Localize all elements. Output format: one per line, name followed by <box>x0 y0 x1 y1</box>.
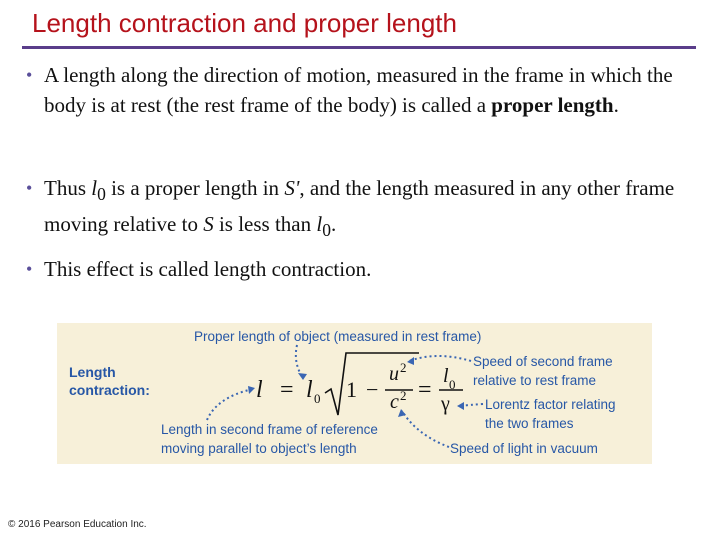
eq-u-exponent: 2 <box>400 360 407 375</box>
annotation-lorentz-line1: Lorentz factor relating <box>485 397 616 412</box>
figure-label-line1: Length <box>69 364 116 380</box>
var-s-prime: S' <box>284 176 300 200</box>
sub-zero: 0 <box>322 220 331 241</box>
arrowhead-length <box>248 386 255 394</box>
bullet-text: A length along the direction of motion, measured in the frame in which the body is at rest (the rest frame of the body) is called a <box>44 63 673 117</box>
eq-l0-numerator: l <box>443 365 449 387</box>
arrow-proper-length <box>296 345 303 378</box>
arrowhead-proper <box>298 373 307 380</box>
sub-zero: 0 <box>97 184 106 205</box>
sqrt-sign <box>325 353 419 415</box>
var-s: S <box>203 212 214 237</box>
eq-c-exponent: 2 <box>400 388 407 403</box>
figure-label-line2: contraction: <box>69 382 150 398</box>
eq-one: 1 <box>346 377 357 402</box>
eq-u: u <box>389 363 399 385</box>
annotation-proper-length: Proper length of object (measured in rest frame) <box>194 329 482 344</box>
bullet-text: Thus <box>44 176 92 200</box>
slide-title: Length contraction and proper length <box>32 8 457 38</box>
bold-term: proper length <box>491 93 614 117</box>
bullet-effect <box>26 254 691 284</box>
copyright-notice: © 2016 Pearson Education Inc. <box>8 519 147 530</box>
bullet-text: is less than <box>213 212 317 237</box>
eq-minus: − <box>366 377 379 402</box>
eq-l0-subscript: 0 <box>314 391 321 406</box>
arrowhead-light <box>398 409 406 417</box>
var-l: l <box>316 212 323 237</box>
annotation-length-line1: Length in second frame of reference <box>161 422 378 437</box>
bullet-dot: • <box>26 259 33 279</box>
bullet-thus <box>26 173 691 245</box>
eq-equals-2: = <box>418 377 432 403</box>
eq-l0: l <box>306 377 313 403</box>
eq-l: l <box>256 377 263 403</box>
eq-gamma: γ <box>441 393 450 415</box>
arrow-length-second-frame <box>207 389 253 420</box>
annotation-light-speed: Speed of light in vacuum <box>450 441 598 456</box>
eq-c: c <box>390 391 399 413</box>
arrow-speed-frame <box>409 356 471 361</box>
bullet-text-end: . <box>613 93 619 117</box>
annotation-speed-line2: relative to rest frame <box>473 373 597 388</box>
bullet-dot: • <box>26 178 33 198</box>
annotation-lorentz-line2: the two frames <box>485 416 574 431</box>
var-l: l <box>91 176 98 200</box>
eq-l0-numerator-subscript: 0 <box>449 377 456 392</box>
bullet-text: This effect is called length contraction. <box>44 257 372 281</box>
bullet-text-end: . <box>330 212 337 237</box>
annotation-length-line2: moving parallel to object’s length <box>161 441 357 456</box>
equation-strokes <box>57 323 652 464</box>
bullet-text: is a proper length in <box>105 176 285 200</box>
bullet-dot: • <box>26 65 33 85</box>
arrowhead-lorentz <box>457 402 464 410</box>
bullet-proper-length <box>26 60 691 120</box>
title-underline <box>22 46 696 49</box>
eq-equals: = <box>280 377 294 403</box>
arrowhead-speed <box>407 357 414 365</box>
equation-figure <box>57 323 652 464</box>
arrow-light-speed <box>402 411 449 447</box>
annotation-speed-line1: Speed of second frame <box>473 354 613 369</box>
bullet-text: , and the length measured in any other frame moving relative to <box>44 176 675 237</box>
